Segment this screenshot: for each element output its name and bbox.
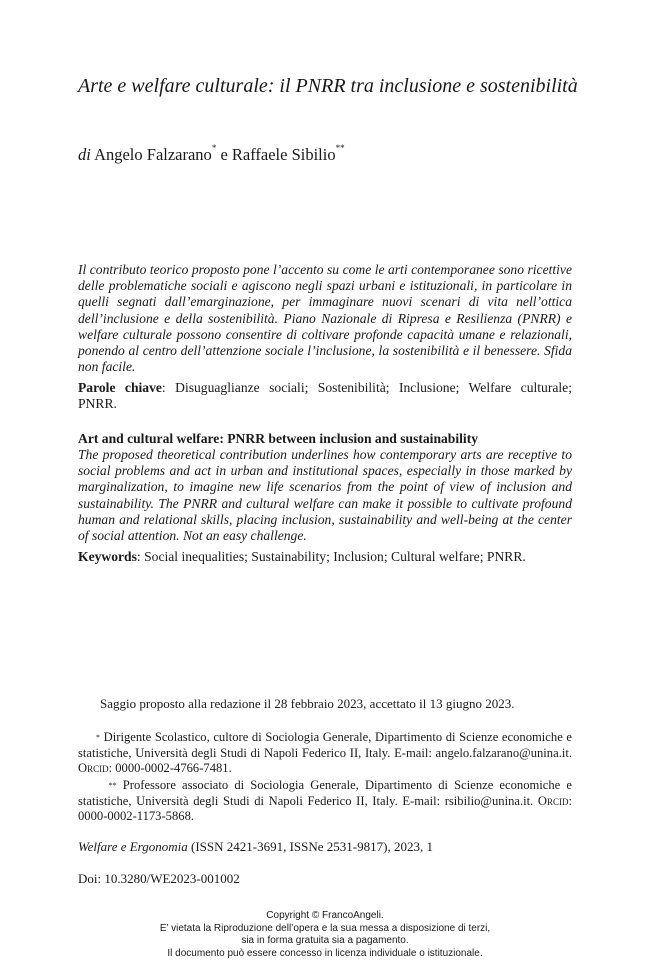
copyright-line-2: E’ vietata la Riproduzione dell’opera e la sua messa a disposizione di terzi, xyxy=(159,922,491,934)
author-2-footnote-mark[interactable]: ** xyxy=(335,143,345,153)
keywords-english xyxy=(78,549,572,565)
abstract-italian: Il contributo teorico proposto pone l’accento su come le arti contemporanee sono ricettive delle problematiche sociali e agiscono negli spazi urbani e istituzionali, in particolare in quelli segnati dall’emarginazione, per immaginare nuovi scenari di vita nell’ottica dell’inclusione e della sostenibilità. Piano Nazionale di Ripresa e Resilienza (PNRR) e welfare culturale possono consentire di coltivare profonde capacità umane e relazionali, ponendo al centro dell’attenzione sociale l’inclusione, la sostenibilità e il benessere. Sfida non facile. xyxy=(78,262,572,375)
english-title: Art and cultural welfare: PNRR between inclusion and sustainability xyxy=(78,431,479,446)
journal-details: (ISSN 2421-3691, ISSNe 2531-9817), 2023, 1 xyxy=(187,839,433,854)
submission-dates: Saggio proposto alla redazione il 28 febbraio 2023, accettato il 13 giugno 2023. xyxy=(100,696,515,711)
footnote-1-orcid-label: Orcid xyxy=(78,761,109,775)
footnote-2 xyxy=(78,778,572,825)
footnote-1-mark: * xyxy=(96,733,101,742)
author-prefix: di xyxy=(78,145,91,164)
footnote-2-orcid-label: Orcid xyxy=(537,793,569,808)
copyright-line-1: Copyright © FrancoAngeli. xyxy=(266,910,384,921)
keywords-english-text: : Social inequalities; Sustainability; Inclusion; Cultural welfare; PNRR. xyxy=(136,549,526,564)
author-1-footnote-mark[interactable]: * xyxy=(211,143,217,153)
abstract-english: The proposed theoretical contribution underlines how contemporary arts are receptive to social problems and act in urban and institutional spaces, especially in those marked by marginalization, to imagine new life scenarios from the point of view of inclusion and sustainability. The PNRR and cultural welfare can make it possible to cultivate profound human and relational skills, placing inclusion, sustainability and well-being at the center of social attention. Not an easy challenge. xyxy=(78,447,572,544)
footnote-1 xyxy=(78,730,572,777)
footnote-1-orcid: : 0000-0002-4766-7481. xyxy=(108,761,232,775)
copyright-notice xyxy=(0,910,650,960)
copyright-line-4: Il documento può essere concesso in licenza individuale o istituzionale. xyxy=(167,947,483,959)
doi[interactable]: Doi: 10.3280/WE2023-001002 xyxy=(78,871,240,886)
footnote-2-orcid: : 0000-0002-1173-5868. xyxy=(78,793,572,823)
keywords-italian-label: Parole chiave xyxy=(78,380,162,395)
footnote-2-text: Professore associato di Sociologia Generale, Dipartimento di Scienze economiche e statistiche, Università degli Studi di Napoli Federico II, Italy. E-mail: rsibilio@unina.it. xyxy=(78,778,572,808)
keywords-italian-text: : Disuguaglianze sociali; Sostenibilità; Inclusione; Welfare culturale; PNRR. xyxy=(78,380,572,412)
article-title: Arte e welfare culturale: il PNRR tra inclusione e sostenibilità xyxy=(78,75,578,97)
journal-citation xyxy=(78,839,433,855)
author-1: Angelo Falzarano xyxy=(94,145,212,164)
footnote-1-text: Dirigente Scolastico, cultore di Sociologia Generale, Dipartimento di Scienze economiche e statistiche, Università degli Studi di Napoli Federico II, Italy. E-mail: angelo.falzarano@unina.it. xyxy=(78,730,572,760)
footnote-2-mark: ** xyxy=(108,781,117,790)
author-line xyxy=(78,145,345,165)
copyright-line-3: sia in forma gratuita sia a pagamento. xyxy=(241,935,409,946)
keywords-italian xyxy=(78,380,572,412)
keywords-english-label: Keywords xyxy=(78,549,137,564)
journal-name: Welfare e Ergonomia xyxy=(78,839,188,854)
author-conjunction: e xyxy=(220,145,228,164)
author-2: Raffaele Sibilio xyxy=(231,145,336,164)
